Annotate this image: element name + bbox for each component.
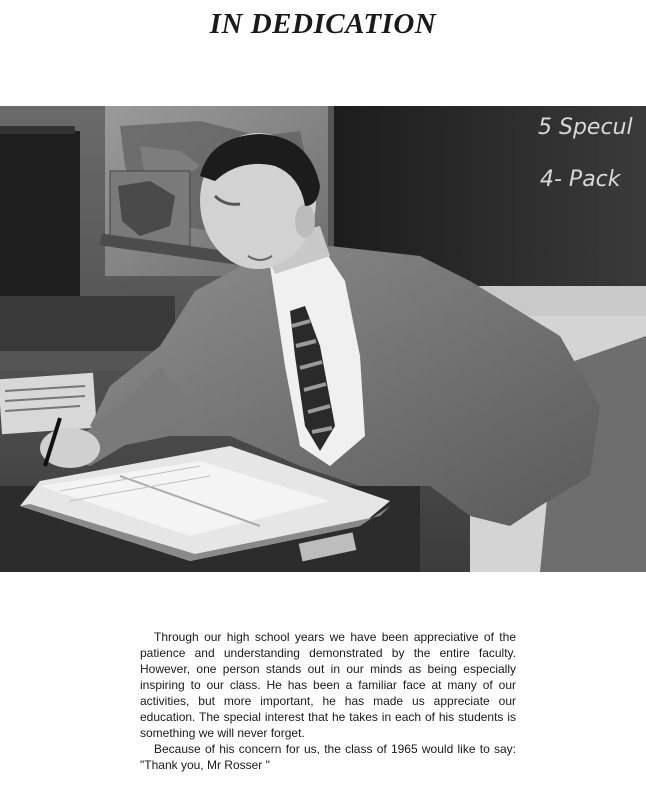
page-title: IN DEDICATION [209, 8, 437, 40]
paragraph-2: Because of his concern for us, the class of 1965 would like to say: "Thank you, Mr Rosser " [140, 742, 516, 772]
chalkboard-text-2: 4- Pack [540, 167, 621, 192]
dedication-photo [0, 106, 646, 572]
paragraph-1: Through our high school years we have been appreciative of the patience and understanding demonstrated by the entire faculty. However, one person stands out in our minds as being especially inspiring to our class. He has been a familiar face at many of our activities, but more important, he has made us appreciate our education. The special interest that he takes in each of his students is something we will never forget. [140, 630, 516, 740]
side-desk [0, 296, 175, 356]
chalkboard-text-1: 5 Specul [538, 115, 633, 140]
dedication-text [140, 629, 516, 773]
